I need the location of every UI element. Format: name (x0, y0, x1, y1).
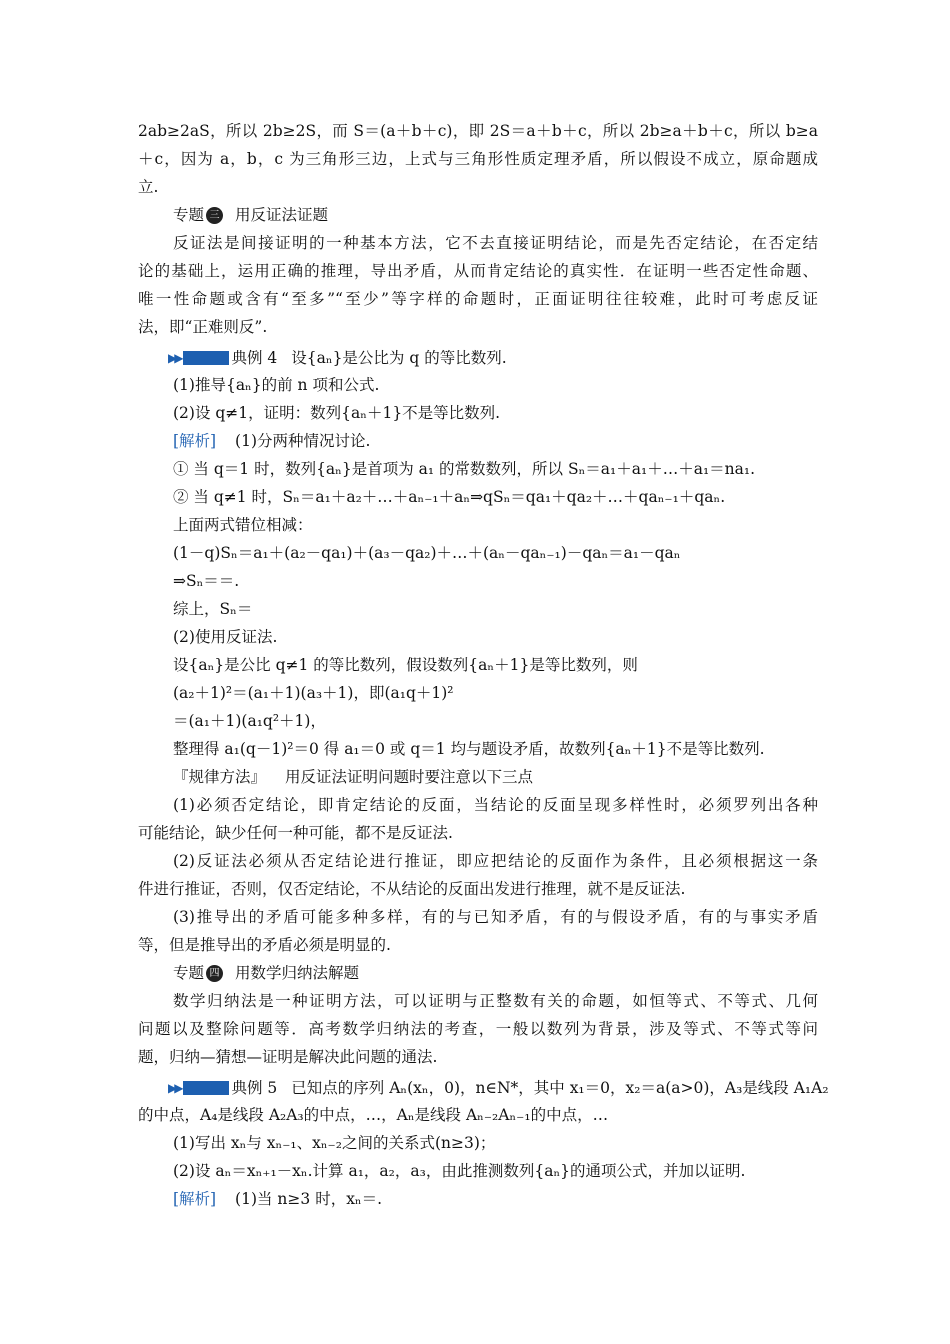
text-line: 反证法是间接证明的一种基本方法，它不去直接证明结论，而是先否定结论，在否定结 (173, 234, 818, 252)
solution-4-heading (173, 430, 818, 452)
text-line: (1)必须否定结论，即肯定结论的反面，当结论的反面呈现多样性时，必须罗列出各种 (173, 796, 818, 814)
solution-tag: [解析] (173, 432, 217, 450)
example-marker-bar (183, 351, 229, 365)
example-label: 典例 5 (231, 1079, 278, 1097)
solution-text: (1)分两种情况讨论. (235, 432, 371, 450)
solution-text: (1)当 n≥3 时，xₙ＝. (235, 1190, 383, 1208)
example-text: 设{aₙ}是公比为 q 的等比数列. (291, 349, 507, 367)
text-line: ＋c，因为 a，b，c 为三角形三边，上式与三角形性质定理矛盾，所以假设不成立，原命题成 (138, 150, 818, 168)
text-line: 可能结论，缺少任何一种可能，都不是反证法. (138, 824, 453, 842)
text-line: (2)设 aₙ＝xₙ₊₁－xₙ.计算 a₁，a₂，a₃，由此推测数列{aₙ}的通项公式，并加以证明. (173, 1162, 746, 1180)
method-heading (173, 766, 818, 788)
text-line: 题，归纳—猜想—证明是解决此问题的通法. (138, 1048, 438, 1066)
text-line: (2)使用反证法. (173, 628, 278, 646)
section-heading-4 (173, 962, 818, 984)
text-line: 综上，Sₙ＝ (173, 600, 253, 618)
text-line: (3)推导出的矛盾可能多种多样，有的与已知矛盾，有的与假设矛盾，有的与事实矛盾 (173, 908, 818, 926)
text-line: 的中点，A₄是线段 A₂A₃的中点，…，Aₙ是线段 Aₙ₋₂Aₙ₋₁的中点，… (138, 1106, 609, 1124)
text-line: 设{aₙ}是公比 q≠1 的等比数列，假设数列{aₙ＋1}是等比数列，则 (173, 656, 638, 674)
solution-tag: [解析] (173, 1190, 217, 1208)
method-tag: 『规律方法』 (173, 768, 267, 786)
example-label: 典例 4 (231, 349, 278, 367)
text-line: 法，即“正难则反”. (138, 318, 268, 336)
double-arrow-icon: ▶▶ (168, 351, 181, 365)
example-marker-bar (183, 1081, 229, 1095)
text-line: (1－q)Sₙ＝a₁＋(a₂－qa₁)＋(a₃－qa₂)＋…＋(aₙ－qaₙ₋₁)－qaₙ＝a₁－qaₙ (173, 544, 681, 562)
text-line: (a₂＋1)²＝(a₁＋1)(a₃＋1)，即(a₁q＋1)² (173, 684, 454, 702)
section-title: 用反证法证题 (235, 206, 329, 224)
text-line: (2)设 q≠1，证明：数列{aₙ＋1}不是等比数列. (173, 404, 501, 422)
text-line: ① 当 q＝1 时，数列{aₙ}是首项为 a₁ 的常数数列，所以 Sₙ＝a₁＋a₁＋…＋a₁＝na₁. (173, 460, 756, 478)
text-line: 整理得 a₁(q－1)²＝0 得 a₁＝0 或 q＝1 均与题设矛盾，故数列{aₙ＋1}不是等比数列. (173, 740, 765, 758)
text-line: ＝(a₁＋1)(a₁q²＋1)， (173, 712, 326, 730)
text-line: 立. (138, 178, 159, 196)
method-text: 用反证法证明问题时要注意以下三点 (284, 768, 533, 786)
text-line: 等，但是推导出的矛盾必须是明显的. (138, 936, 391, 954)
example-4-heading (168, 346, 848, 369)
text-line: 数学归纳法是一种证明方法，可以证明与正整数有关的命题，如恒等式、不等式、几何 (173, 992, 818, 1010)
solution-5-heading (173, 1188, 818, 1210)
double-arrow-icon: ▶▶ (168, 1081, 181, 1095)
text-line: 唯一性命题或含有“至多”“至少”等字样的命题时，正面证明往往较难，此时可考虑反证 (138, 290, 818, 308)
text-line: (1)写出 xₙ与 xₙ₋₁、xₙ₋₂之间的关系式(n≥3)； (173, 1134, 496, 1152)
section-heading-3 (173, 204, 818, 226)
text-line: ② 当 q≠1 时，Sₙ＝a₁＋a₂＋…＋aₙ₋₁＋aₙ⇒qSₙ＝qa₁＋qa₂＋…＋qaₙ₋₁＋qaₙ. (173, 488, 726, 506)
section-prefix: 专题 (173, 206, 205, 224)
text-line: 上面两式错位相减： (173, 516, 313, 534)
text-line: (1)推导{aₙ}的前 n 项和公式. (173, 376, 380, 394)
section-prefix: 专题 (173, 964, 205, 982)
section-number-badge: 四 (206, 965, 223, 982)
text-line: 件进行推证，否则，仅否定结论，不从结论的反面出发进行推理，就不是反证法. (138, 880, 686, 898)
text-line: 论的基础上，运用正确的推理，导出矛盾，从而肯定结论的真实性．在证明一些否定性命题、 (138, 262, 818, 280)
text-line: (2)反证法必须从否定结论进行推证，即应把结论的反面作为条件，且必须根据这一条 (173, 852, 818, 870)
section-title: 用数学归纳法解题 (235, 964, 360, 982)
example-5-heading (168, 1076, 848, 1099)
text-line: 问题以及整除问题等．高考数学归纳法的考查，一般以数列为背景，涉及等式、不等式等问 (138, 1020, 818, 1038)
section-number-badge: 三 (206, 207, 223, 224)
example-text: 已知点的序列 Aₙ(xₙ，0)，n∈N*，其中 x₁＝0，x₂＝a(a>0)，A₃是线段 A₁A₂ (291, 1079, 829, 1097)
text-line: 2ab≥2aS，所以 2b≥2S，而 S＝(a＋b＋c)，即 2S＝a＋b＋c，所以 2b≥a＋b＋c，所以 b≥a (138, 122, 818, 140)
text-line: ⇒Sₙ＝＝. (173, 572, 240, 590)
